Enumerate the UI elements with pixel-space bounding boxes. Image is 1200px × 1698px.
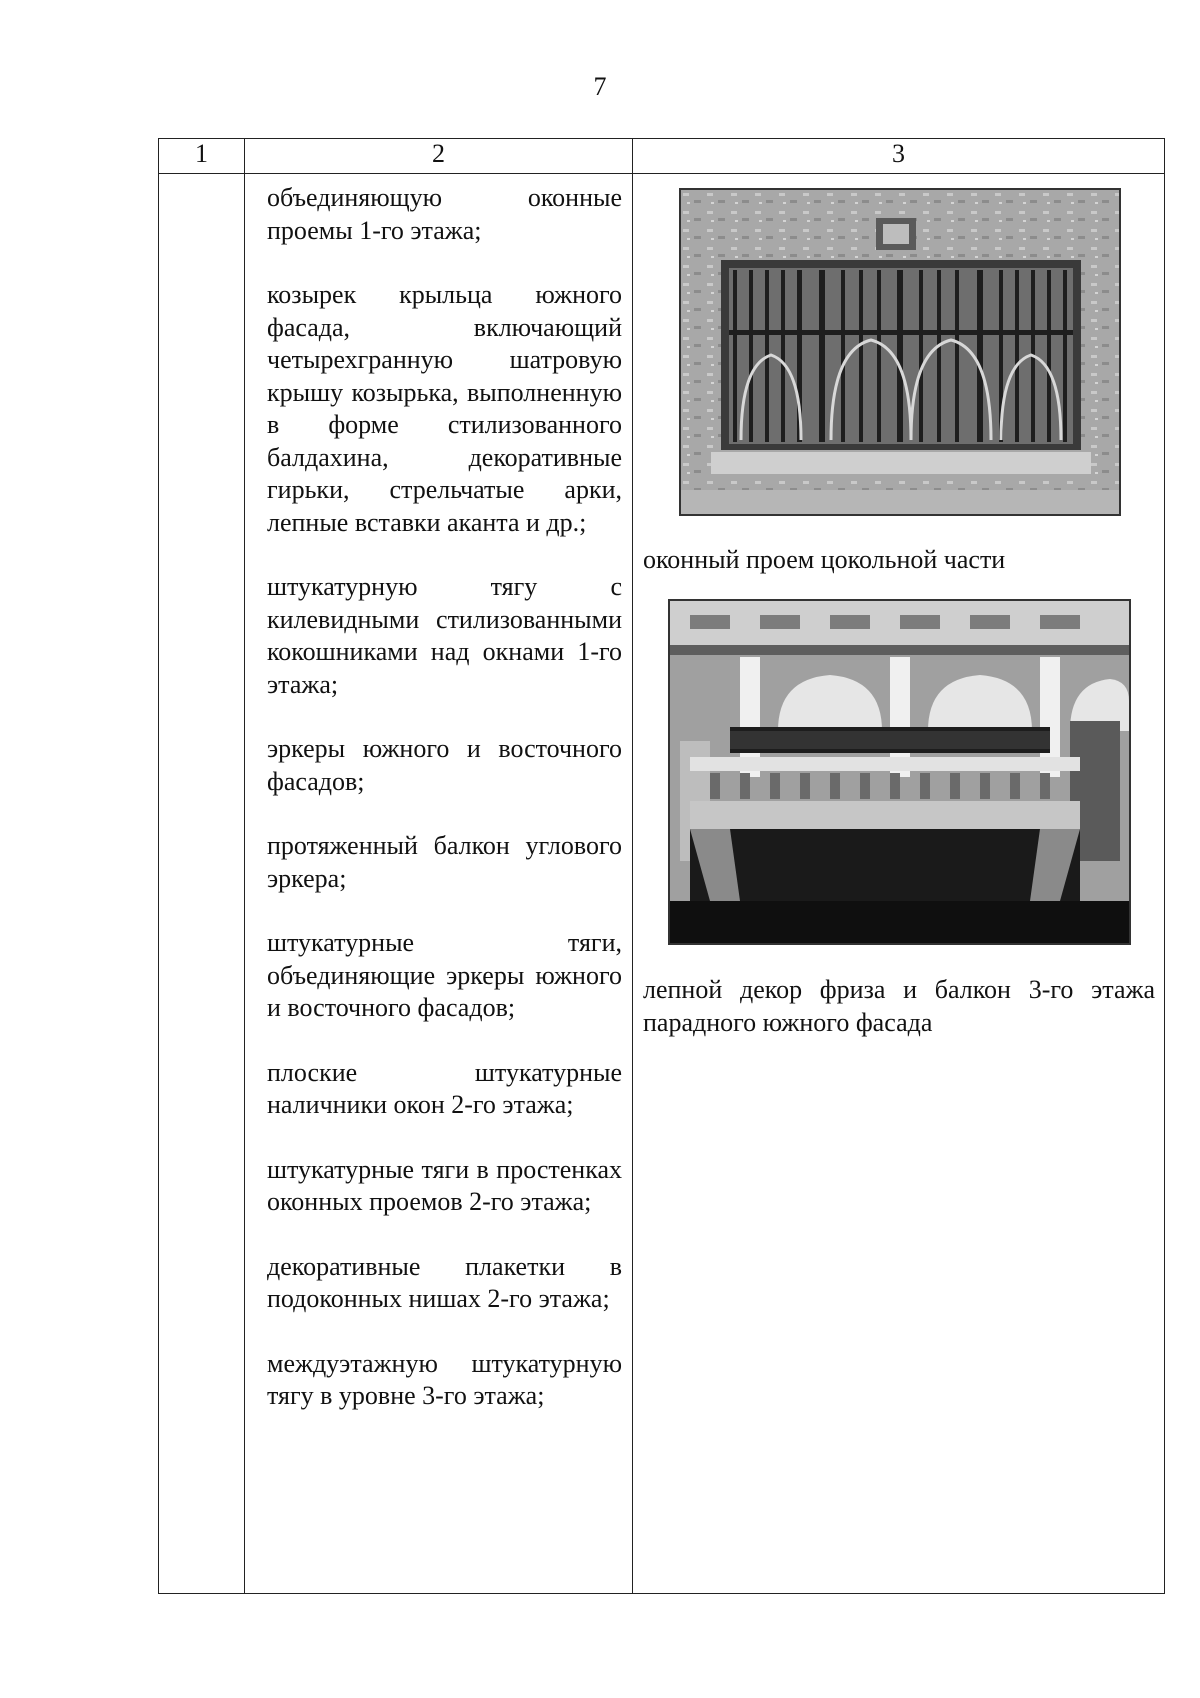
header-cell-3: 3 xyxy=(633,139,1165,174)
table-header-row xyxy=(159,139,1165,174)
list-item: эркеры южного и восточного фасадов; xyxy=(267,734,622,796)
list-item: протяженный балкон углового эркера; xyxy=(267,831,622,893)
photo-caption: оконный проем цокольной части xyxy=(643,545,1006,574)
document-table xyxy=(158,138,1165,1594)
frieze-balcony-photo xyxy=(668,599,1131,945)
list-item: штукатурные тяги, объединяющие эркеры южного и восточного фасадов; xyxy=(267,928,622,1022)
list-item: междуэтажную штукатурную тягу в уровне 3-го этажа; xyxy=(267,1348,622,1410)
cell-photos xyxy=(633,174,1165,1594)
cell-number-empty xyxy=(159,174,245,1594)
header-cell-1: 1 xyxy=(159,139,245,174)
page-number: 7 xyxy=(593,72,607,101)
basement-window-image xyxy=(681,190,1119,514)
header-cell-2: 2 xyxy=(245,139,633,174)
list-item: штукатурную тягу с килевидными стилизованными кокошниками над окнами 1-го этажа; xyxy=(267,572,622,699)
frieze-balcony-image xyxy=(670,601,1129,943)
basement-window-photo xyxy=(679,188,1121,516)
list-item: объединяющую оконные проемы 1-го этажа; xyxy=(267,183,622,245)
list-item: штукатурные тяги в простенках оконных проемов 2-го этажа; xyxy=(267,1154,622,1216)
list-item: плоские штукатурные наличники окон 2-го этажа; xyxy=(267,1057,622,1119)
photo-caption: лепной декор фриза и балкон 3-го этажа парадного южного фасада xyxy=(643,975,1155,1037)
list-item: козырек крыльца южного фасада, включающий четырехгранную шатровую крышу козырька, выполненную в форме стилизованного балдахина, декоративные гирьки, стрельчатые арки, лепные вставки аканта и др.; xyxy=(267,280,622,537)
cell-elements-list xyxy=(245,174,633,1594)
table-row xyxy=(159,174,1165,1594)
list-item: декоративные плакетки в подоконных нишах 2-го этажа; xyxy=(267,1251,622,1313)
